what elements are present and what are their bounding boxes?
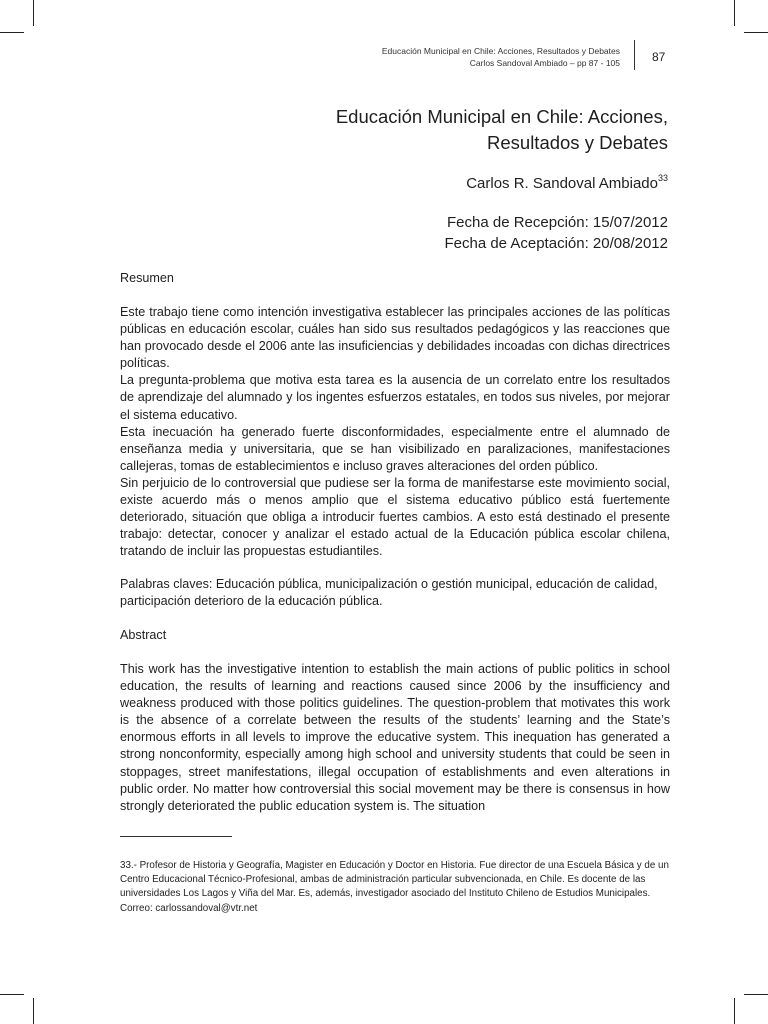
crop-mark [744,994,768,995]
footnote-divider [120,836,232,837]
received-date: Fecha de Recepción: 15/07/2012 [447,214,668,231]
article-title [336,104,668,156]
title-line-2: Resultados y Debates [487,132,668,153]
header-divider [634,40,635,70]
keywords-text: Palabras claves: Educación pública, municipalización o gestión municipal, educación de calidad, participación deterioro de la educación pública. [120,577,658,609]
footnote: 33.- Profesor de Historia y Geografía, Magister en Educación y Doctor en Historia. Fue director de una Escuela Básica y de un Centro Educacional Técnico-Profesional, ambas de administración particular subvencionada, en Chile. Es docente de las universidades Los Lagos y Viña del Mar. Es, además, investigador asociado del Instituto Chileno de Estudios Municipales. Correo: carlossandoval@vtr.net [120,860,669,914]
resumen-paragraph: Sin perjuicio de lo controversial que pudiese ser la forma de manifestarse este movimiento social, existe acuerdo más o menos amplio que el sistema educativo público está fuertemente deteriorado, situación que obliga a introducir fuertes cambios. A esto está destinado el presente trabajo: detectar, conocer y analizar el estado actual de la Educación pública escolar chilena, tratando de incluir las propuestas estudiantiles. [120,475,670,559]
title-line-1: Educación Municipal en Chile: Acciones, [335,106,668,127]
running-head-author: Carlos Sandoval Ambiado – pp 87 - 105 [469,58,620,68]
crop-mark [744,32,768,33]
resumen-heading: Resumen [120,271,174,285]
author-name: Carlos R. Sandoval Ambiado [466,175,658,192]
abstract-paragraph: This work has the investigative intention to establish the main actions of public politics in school education, the results of learning and reactions caused since 2006 by the insufficiency and weakness produced with those politics guidelines. The question-problem that motivates this work is the absence of a correlate between the results of the students’ learning and the State’s enormous efforts in all levels to improve the educative system. This inequation has generated a strong nonconformity, especially among high school and university students that could be seen in stoppages, street manifestations, illegal occupation of establishments and even alterations in public order. No matter how controversial this social movement may be there is consensus in how strongly deteriorated the public education system is. The situation [120,662,670,813]
abstract-heading: Abstract [120,628,167,642]
running-head-title: Educación Municipal en Chile: Acciones, Resultados y Debates [381,46,620,56]
resumen-paragraph: Este trabajo tiene como intención investigativa establecer las principales acciones de las políticas públicas en educación escolar, cuáles han sido sus resultados pedagógicos y las reacciones que han provocado desde el 2006 ante las insuficiencias y debilidades incoadas con dichas directrices políticas. [120,305,670,371]
crop-mark [734,998,735,1024]
resumen-paragraph: La pregunta-problema que motiva esta tarea es la ausencia de un correlato entre los resultados de aprendizaje del alumnado y los ingentes esfuerzos estatales, en todos sus niveles, por mejorar el sistema educativo. [120,373,670,422]
resumen-body [120,304,670,560]
abstract-body [120,661,670,815]
crop-mark [33,998,34,1024]
author-footnote-ref: 33 [657,173,668,183]
author-line [466,173,668,192]
resumen-paragraph: Esta inecuación ha generado fuerte disconformidades, especialmente entre el alumnado de enseñanza media y universitaria, que se han visibilizado en paralizaciones, manifestaciones callejeras, tomas de establecimientos e incluso graves alteraciones del orden público. [120,424,670,473]
accepted-date: Fecha de Aceptación: 20/08/2012 [444,235,668,252]
crop-mark [734,0,735,26]
crop-mark [33,0,34,26]
crop-mark [0,32,24,33]
keywords [120,576,670,610]
page-number: 87 [652,50,666,64]
dates-block [444,212,668,254]
crop-mark [0,994,24,995]
running-head [382,45,620,69]
